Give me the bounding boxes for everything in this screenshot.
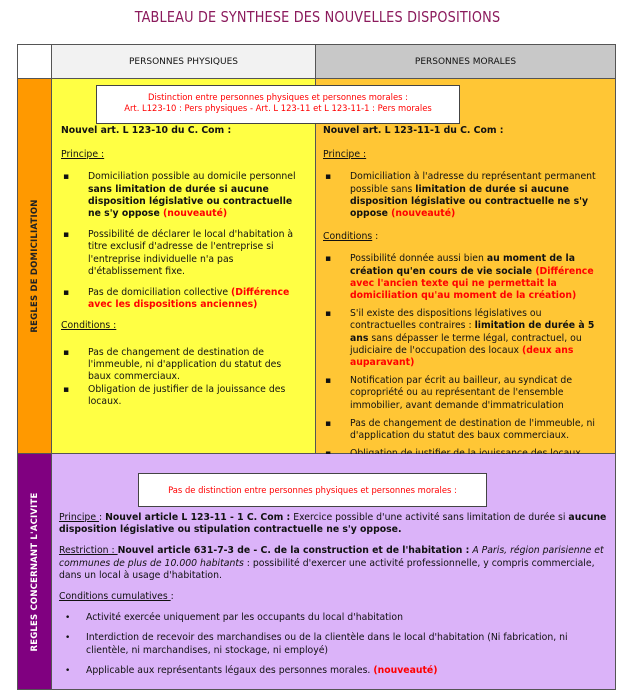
list-item: ▪ Domiciliation à l'adresse du représentant permanent possible sans limitation de durée si aucune disposition législative ou contractuelle ne s'y oppose (nouveauté)	[323, 171, 609, 220]
physiques-principe-label: Principe :	[61, 149, 105, 161]
row-label-domiciliation-text: REGLES DE DOMICILIATION	[29, 199, 40, 333]
no-distinction-note-box: Pas de distinction entre personnes physiques et personnes morales :	[138, 473, 487, 507]
synthesis-table	[17, 44, 616, 690]
cell-domiciliation-morales	[316, 79, 615, 454]
row-label-activite-text: REGLES CONCERNANT L'ACIVITE	[29, 491, 40, 652]
morales-principe-label: Principe :	[323, 149, 367, 161]
list-item: • Applicable aux représentants légaux des personnes morales. (nouveauté)	[59, 665, 607, 677]
cell-domiciliation-physiques	[52, 79, 316, 454]
physiques-conditions-list	[61, 347, 307, 409]
cell-activite	[52, 454, 615, 689]
distinction-note-line2: Art. L123-10 : Pers physiques - Art. L 123-11 et L 123-11-1 : Pers morales	[124, 103, 432, 113]
header-personnes-morales: PERSONNES MORALES	[316, 45, 615, 79]
distinction-note-box	[96, 85, 460, 124]
morales-conditions-label: Conditions :	[323, 231, 379, 243]
header-personnes-physiques: PERSONNES PHYSIQUES	[52, 45, 316, 79]
list-item: ▪ Notification par écrit au bailleur, au syndicat de copropriété ou au représentant de l'ensemble immobilier, avant demande d'immatriculation	[323, 375, 609, 412]
morales-heading: Nouvel art. L 123-11-1 du C. Com :	[323, 125, 504, 136]
list-item: ▪ Pas de changement de destination de l'immeuble, ni d'application du statut des baux commerciaux.	[61, 347, 307, 384]
distinction-note-line1: Distinction entre personnes physiques et personnes morales :	[148, 92, 408, 102]
list-item: ▪ Obligation de justifier de la jouissance des locaux.	[61, 384, 307, 408]
row-label-domiciliation	[18, 79, 52, 454]
activite-conditions-list	[59, 612, 607, 677]
activite-conditions-label: Conditions cumulatives :	[59, 591, 174, 603]
activite-principe: Principe : Nouvel article L 123-11 - 1 C. Com : Exercice possible d'une activité sans limitation de durée si aucune disposition législative ou stipulation contractuelle ne s'y oppose.	[59, 512, 607, 536]
list-item: ▪ S'il existe des dispositions législatives ou contractuelles contraires : limitation de durée à 5 ans sans dépasser le terme légal, contractuel, ou judiciaire de l'occupation des locaux (deux ans auparavant)	[323, 308, 609, 369]
list-item: ▪ Pas de domiciliation collective (Différence avec les dispositions anciennes)	[61, 287, 307, 311]
list-item: ▪ Domiciliation possible au domicile personnel sans limitation de durée si aucune disposition législative ou contractuelle ne s'y oppose (nouveauté)	[61, 171, 307, 220]
header-corner-cell	[18, 45, 52, 79]
row-label-activite	[18, 454, 52, 689]
morales-principe-list	[323, 171, 609, 220]
physiques-heading: Nouvel art. L 123-10 du C. Com :	[61, 125, 232, 136]
activite-restriction: Restriction : Nouvel article 631-7-3 de - C. de la construction et de l'habitation : A Paris, région parisienne et communes de plus de 10.000 habitants : possibilité d'exercer une activité professionnelle, y compris commerciale, dans un local à usage d'habitation.	[59, 545, 604, 581]
physiques-conditions-label: Conditions :	[61, 320, 117, 332]
morales-conditions-list	[323, 253, 609, 460]
list-item: • Interdiction de recevoir des marchandises ou de la clientèle dans le local d'habitation (Ni fabrication, ni clientèle, ni marchandises, ni stockage, ni employé)	[59, 632, 607, 656]
list-item: • Activité exercée uniquement par les occupants du local d'habitation	[59, 612, 607, 624]
page-title: TABLEAU DE SYNTHESE DES NOUVELLES DISPOSITIONS	[134, 8, 501, 26]
physiques-principe-list	[61, 171, 307, 311]
list-item: ▪ Possibilité de déclarer le local d'habitation à titre exclusif d'adresse de l'entreprise si l'entreprise individuelle n'a pas d'établissement fixe.	[61, 229, 307, 278]
list-item: ▪ Pas de changement de destination de l'immeuble, ni d'application du statut des baux commerciaux.	[323, 418, 609, 442]
list-item: ▪ Possibilité donnée aussi bien au moment de la création qu'en cours de vie sociale (Différence avec l'ancien texte qui ne permettait la domiciliation qu'au moment de la création)	[323, 253, 609, 302]
